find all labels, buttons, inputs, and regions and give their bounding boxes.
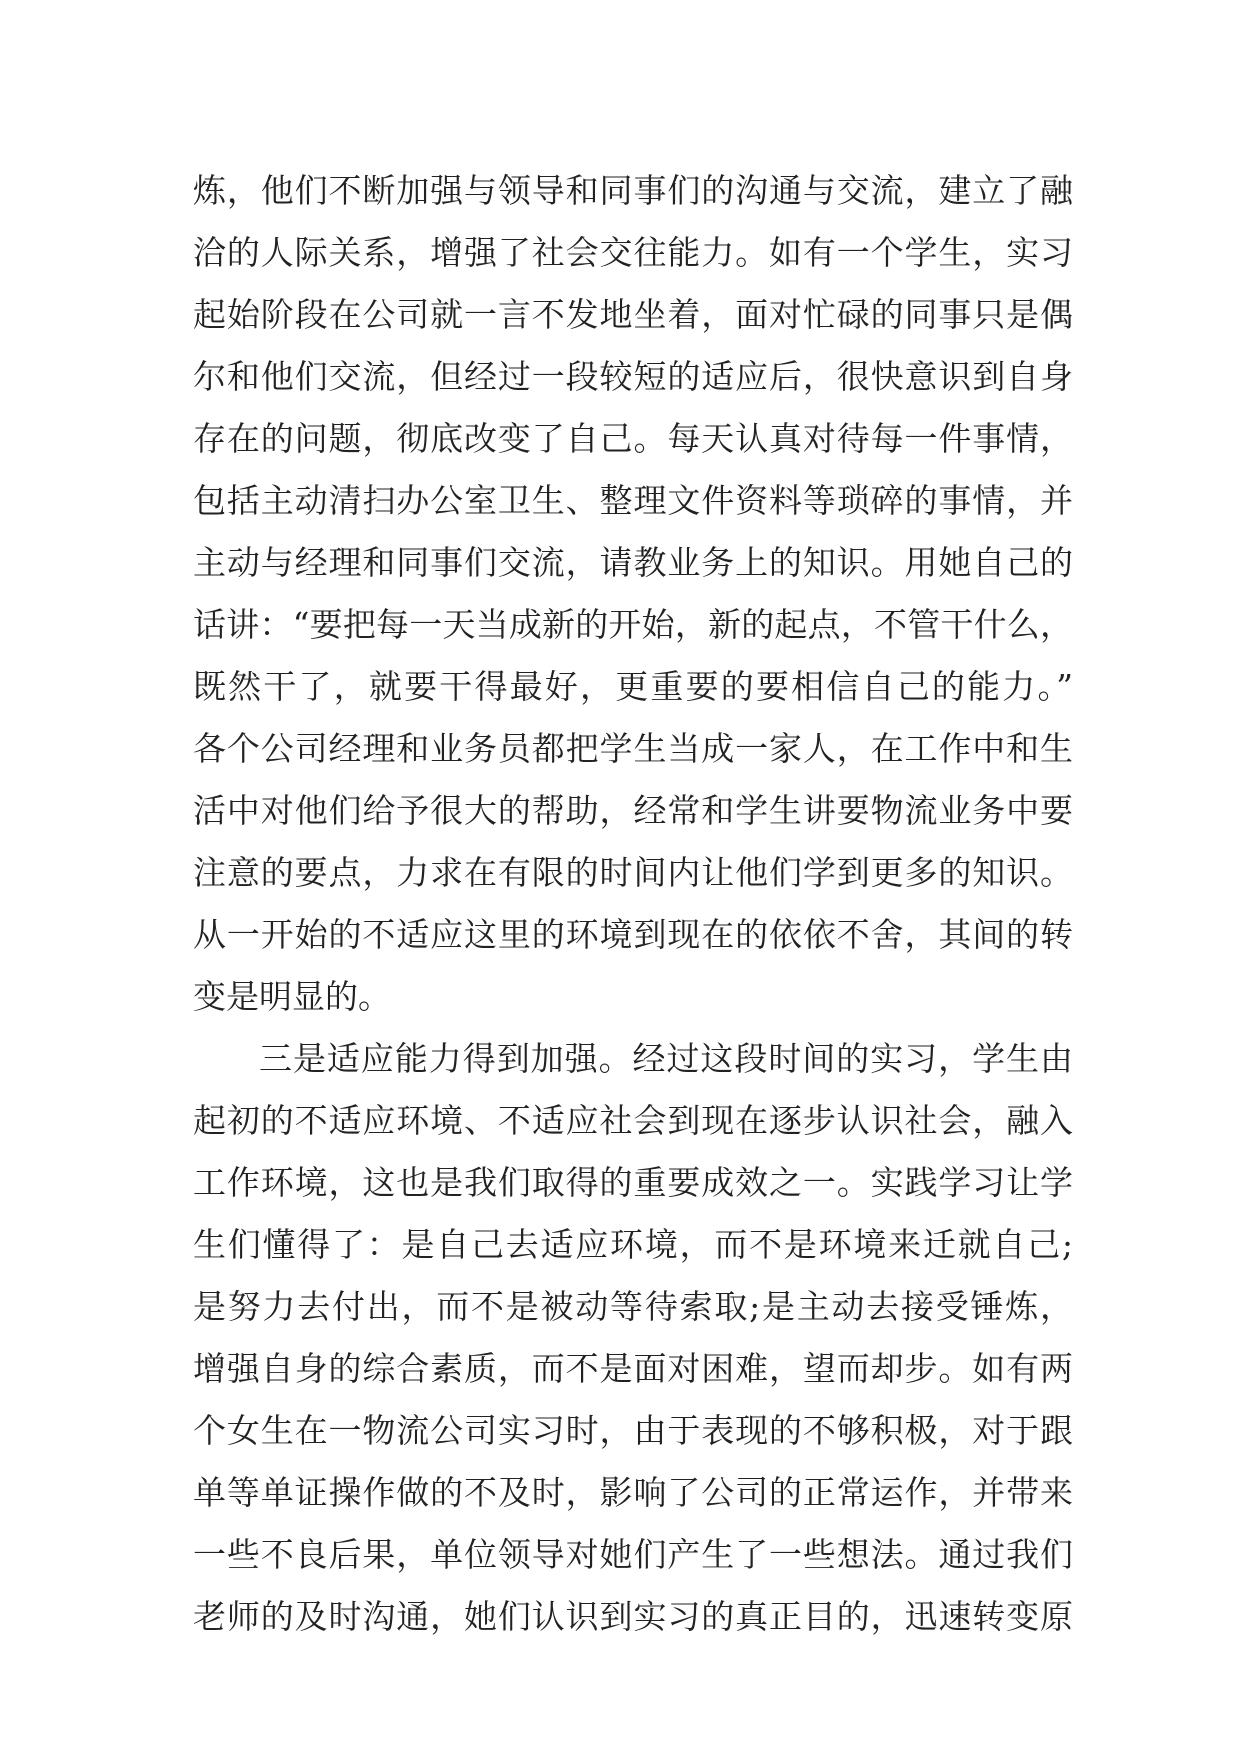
text-line: 老师的及时沟通，她们认识到实习的真正目的，迅速转变原: [193, 1597, 1073, 1636]
text-line: 主动与经理和同事们交流，请教业务上的知识。用她自己的: [193, 543, 1073, 582]
text-line: 变是明显的。: [193, 977, 391, 1016]
text-line: 工作环境，这也是我们取得的重要成效之一。实践学习让学: [193, 1163, 1073, 1202]
text-line: 尔和他们交流，但经过一段较短的适应后，很快意识到自身: [193, 357, 1073, 396]
text-line: 增强自身的综合素质，而不是面对困难，望而却步。如有两: [193, 1349, 1073, 1388]
text-line: 起始阶段在公司就一言不发地坐着，面对忙碌的同事只是偶: [193, 295, 1073, 334]
body-text: [193, 160, 1073, 1648]
text-line: 起初的不适应环境、不适应社会到现在逐步认识社会，融入: [193, 1101, 1073, 1140]
text-line: 既然干了，就要干得最好，更重要的要相信自己的能力。”: [193, 667, 1073, 706]
text-line: 一些不良后果，单位领导对她们产生了一些想法。通过我们: [193, 1535, 1073, 1574]
text-line: 生们懂得了：是自己去适应环境，而不是环境来迁就自己;: [193, 1225, 1073, 1264]
text-line: 活中对他们给予很大的帮助，经常和学生讲要物流业务中要: [193, 791, 1073, 830]
text-line: 洽的人际关系，增强了社会交往能力。如有一个学生，实习: [193, 233, 1073, 272]
text-line: 话讲：“要把每一天当成新的开始，新的起点，不管干什么，: [193, 605, 1073, 644]
text-line: 个女生在一物流公司实习时，由于表现的不够积极，对于跟: [193, 1411, 1073, 1450]
text-line: 存在的问题，彻底改变了自己。每天认真对待每一件事情，: [193, 419, 1073, 458]
paragraph-start-line: 三是适应能力得到加强。经过这段时间的实习，学生由: [259, 1039, 1073, 1078]
text-line: 各个公司经理和业务员都把学生当成一家人，在工作中和生: [193, 729, 1073, 768]
text-line: 从一开始的不适应这里的环境到现在的依依不舍，其间的转: [193, 915, 1073, 954]
text-line: 是努力去付出，而不是被动等待索取;是主动去接受锤炼，: [193, 1287, 1073, 1326]
text-line: 注意的要点，力求在有限的时间内让他们学到更多的知识。: [193, 853, 1073, 892]
text-line: 单等单证操作做的不及时，影响了公司的正常运作，并带来: [193, 1473, 1073, 1512]
text-line: 包括主动清扫办公室卫生、整理文件资料等琐碎的事情，并: [193, 481, 1073, 520]
text-line: 炼，他们不断加强与领导和同事们的沟通与交流，建立了融: [193, 171, 1073, 210]
